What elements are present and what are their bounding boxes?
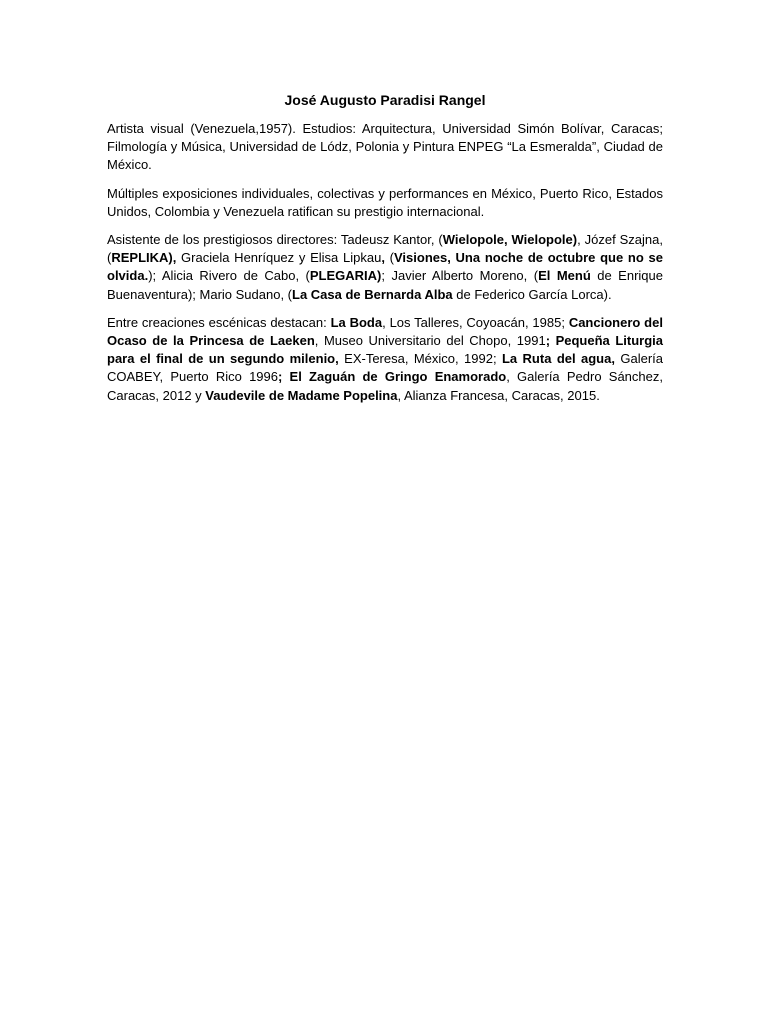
text-run: , Alianza Francesa, Caracas, 2015. bbox=[397, 387, 600, 403]
text-run: ); Alicia Rivero de Cabo, ( bbox=[148, 268, 310, 284]
work-title: ; El Zaguán de Gringo Enamorado bbox=[278, 369, 507, 385]
text-run: Galería COABEY, Puerto Rico 1996 bbox=[107, 351, 663, 385]
text-run: Graciela Henríquez y Elisa Lipkau bbox=[176, 250, 382, 266]
work-title: La Boda bbox=[330, 314, 383, 330]
text-run: Múltiples exposiciones individuales, colectivas y performances en México, Puerto Rico, Estados Unidos, Colombia y Venezuela ratifican su prestigio internacional. bbox=[107, 185, 663, 219]
work-title: REPLIKA), bbox=[111, 250, 177, 266]
paragraph-creations bbox=[107, 314, 663, 405]
work-title: La Casa de Bernarda Alba bbox=[292, 286, 453, 302]
text-run: Artista visual (Venezuela,1957). Estudios: Arquitectura, Universidad Simón Bolívar, Caracas; Filmología y Música, Universidad de Lódz, Polonia y Pintura ENPEG “La Esmeralda”, Ciudad de México. bbox=[107, 121, 663, 173]
text-run: ; Javier Alberto Moreno, ( bbox=[381, 268, 539, 284]
work-title: Visiones, Una noche de octubre que no se olvida. bbox=[107, 250, 663, 284]
text-run: Entre creaciones escénicas destacan: bbox=[107, 314, 331, 330]
paragraph-assistant bbox=[107, 231, 663, 304]
work-title: Vaudevile de Madame Popelina bbox=[205, 387, 398, 403]
text-run: de Federico García Lorca). bbox=[452, 286, 612, 302]
document-page bbox=[107, 90, 663, 415]
text-run: de Enrique Buenaventura); Mario Sudano, ( bbox=[107, 268, 663, 302]
work-title: Cancionero del Ocaso de la Princesa de Laeken bbox=[107, 314, 663, 349]
work-title: PLEGARIA) bbox=[309, 268, 382, 284]
work-title: La Ruta del agua, bbox=[501, 351, 615, 367]
text-run: , Galería Pedro Sánchez, Caracas, 2012 y bbox=[107, 369, 663, 403]
text-run: Asistente de los prestigiosos directores: Tadeusz Kantor, ( bbox=[107, 232, 443, 248]
paragraph-intro bbox=[107, 120, 663, 175]
document-title: José Augusto Paradisi Rangel bbox=[284, 92, 486, 108]
work-title: Wielopole, Wielopole) bbox=[442, 232, 578, 248]
work-title: ; Pequeña Liturgia para el final de un segundo milenio, bbox=[107, 333, 663, 367]
bold-comma: , bbox=[381, 250, 385, 266]
text-run: , Museo Universitario del Chopo, 1991 bbox=[314, 333, 546, 349]
work-title: El Menú bbox=[538, 268, 591, 284]
paragraph-exhibitions bbox=[107, 185, 663, 221]
text-run: EX-Teresa, México, 1992; bbox=[338, 351, 502, 367]
text-run: , Józef Szajna, ( bbox=[107, 232, 663, 266]
text-run: , Los Talleres, Coyoacán, 1985; bbox=[382, 314, 569, 330]
text-run: ( bbox=[384, 250, 394, 266]
